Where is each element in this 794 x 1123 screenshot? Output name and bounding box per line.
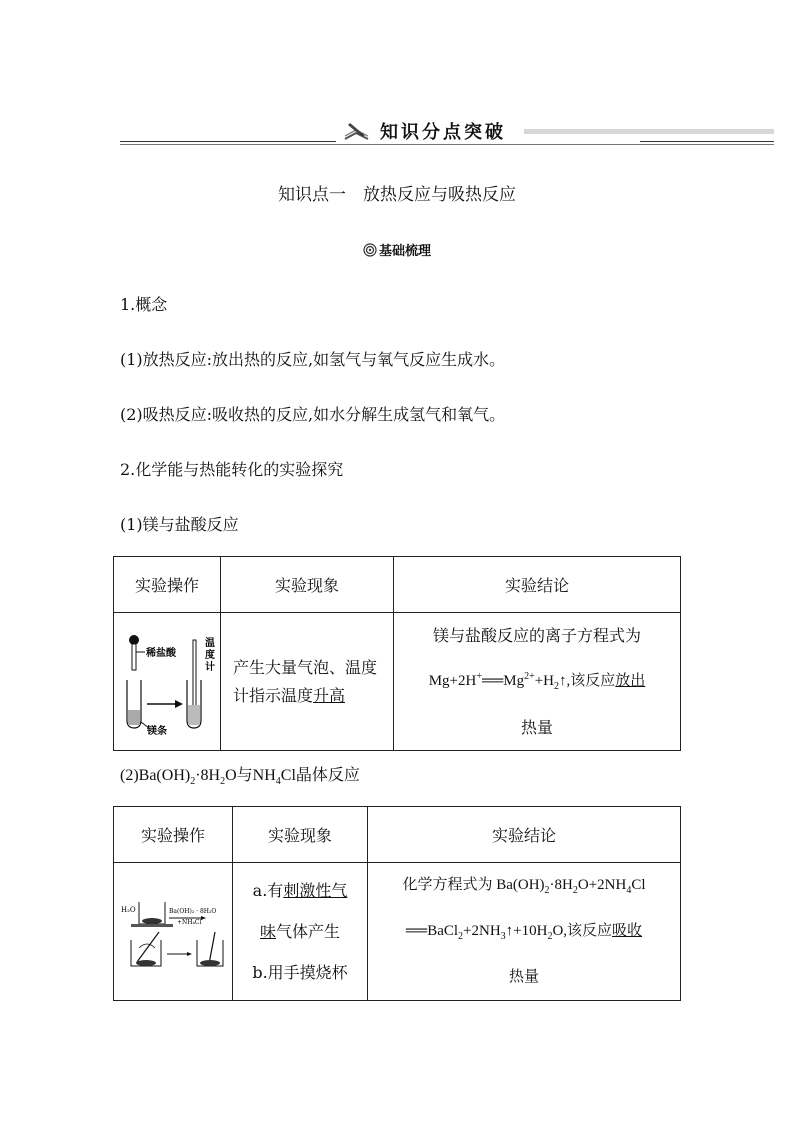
exp2-title: $(2)Ba(OH)_2\cdot 8H_2O$与$NH_4Cl$晶体反应: [120, 767, 360, 788]
exp1-conclusion: [394, 613, 681, 751]
table-row: [114, 863, 681, 1001]
pencil-book-icon: [342, 119, 372, 143]
header-operation: 实验操作: [114, 557, 221, 613]
acid-label: 稀盐酸: [146, 647, 176, 659]
reagent-label-2: +NH₄Cl: [177, 918, 202, 926]
spiral-icon: [363, 243, 377, 257]
exp1-figure-cell: [114, 613, 221, 751]
exp1-conclusion-intro: 镁与盐酸反应的离子方程式为: [432, 626, 641, 645]
header-phenomenon: 实验现象: [233, 807, 368, 863]
concept-item-exothermic: (1)放热反应:放出热的反应,如氢气与氧气反应生成水。: [120, 350, 506, 369]
exp2-keyword: 吸收: [612, 923, 643, 939]
concept-heading: 1.概念: [120, 295, 168, 314]
experiment-heading: 2.化学能与热能转化的实验探究: [120, 460, 344, 479]
banner-title: 知识分点突破: [380, 122, 506, 143]
header-conclusion: 实验结论: [368, 807, 681, 863]
exp2-conclusion: [368, 863, 681, 1001]
section-subtitle: [0, 240, 794, 259]
baoh2-nh4cl-apparatus-figure: [117, 890, 229, 970]
table-row: [114, 613, 681, 751]
banner-rule-thin: [120, 144, 774, 145]
exp2-phenomenon-b: b.用手摸烧杯: [252, 963, 348, 982]
exp2-table: [113, 806, 681, 1001]
thermometer-label-1: 温: [205, 637, 215, 649]
thermometer-label-2: 度: [205, 649, 215, 661]
table-header-row: [114, 557, 681, 613]
exp2-phenomenon-keyword-1: 刺激性气: [283, 881, 348, 900]
section-title: 知识点一 放热反应与吸热反应: [278, 185, 516, 205]
thermometer-label-3: 计: [205, 661, 215, 673]
header-phenomenon: 实验现象: [221, 557, 394, 613]
subtitle-text: 基础梳理: [378, 244, 431, 259]
ribbon-label: 镁条: [147, 725, 167, 737]
exp1-table: [113, 556, 681, 751]
concept-item-endothermic: (2)吸热反应:吸收热的反应,如水分解生成氢气和氧气。: [120, 405, 506, 424]
exp2-equation-line2: $══BaCl_2+2NH_3↑+10H_2O$,该反应吸收: [405, 923, 643, 942]
reagent-label-1: Ba(OH)₂ · 8H₂O: [169, 907, 217, 915]
section-banner: [120, 118, 774, 148]
mg-hcl-apparatus-figure: [117, 620, 217, 740]
header-conclusion: 实验结论: [394, 557, 681, 613]
exp2-phenomenon-keyword-2: 味: [259, 922, 276, 941]
exp1-equation: $Mg+2H^+══Mg^{2+}+H_2↑$,该反应放出: [428, 671, 646, 692]
exp2-equation-line1: 化学方程式为 $Ba(OH)_2\cdot 8H_2O+2NH_4Cl$: [402, 877, 646, 896]
exp1-title: (1)镁与盐酸反应: [120, 515, 239, 534]
table-header-row: [114, 807, 681, 863]
water-label: H₂O: [121, 905, 136, 914]
exp2-phenomenon: a.有刺激性气 味气体产生 b.用手摸烧杯: [233, 863, 368, 1001]
exp1-phenomenon-keyword: 升高: [313, 685, 346, 705]
banner-decoration: [524, 124, 774, 138]
exp1-conclusion-tail: 热量: [520, 718, 553, 737]
exp1-keyword: 放出: [615, 673, 646, 689]
exp1-phenomenon: [221, 613, 394, 751]
exp2-figure-cell: [114, 863, 233, 1001]
header-operation: 实验操作: [114, 807, 233, 863]
exp1-phenomenon-text: 产生大量气泡、温度计指示温度: [233, 657, 378, 705]
exp2-conclusion-tail: 热量: [508, 969, 539, 985]
